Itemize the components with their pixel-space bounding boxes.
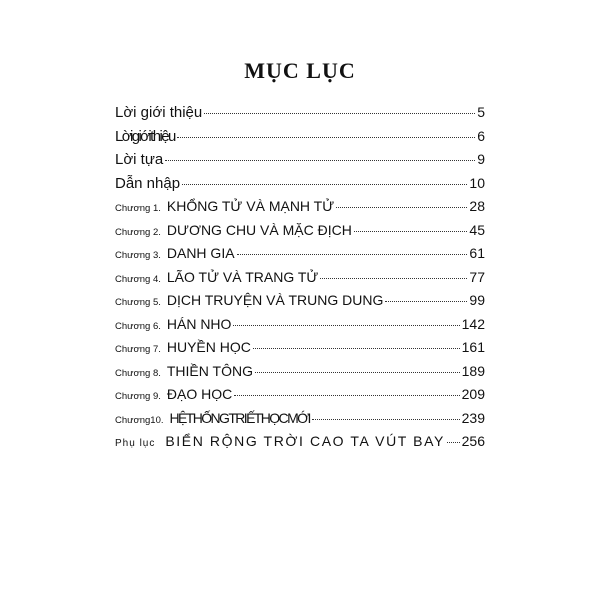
chapter-prefix: Chương 6.	[115, 320, 161, 332]
entry-label: THIỀN TÔNG	[166, 362, 253, 379]
chapter-prefix: Chương 7.	[115, 344, 161, 355]
entry-page-number: 142	[461, 315, 485, 332]
chapter-prefix: Chương 9.	[115, 391, 161, 402]
toc-entry-chapter-6	[115, 313, 485, 337]
dot-leader	[312, 419, 460, 420]
entry-label: KHỔNG TỬ VÀ MẠNH TỬ	[166, 198, 335, 214]
entry-label: LÃO TỬ VÀ TRANG TỬ	[166, 268, 319, 285]
entry-label: DƯƠNG CHU VÀ MẶC ĐỊCH	[166, 221, 352, 238]
toc-entry-chapter-4	[115, 266, 485, 290]
chapter-prefix: Chương 8.	[115, 367, 161, 379]
page-title: MỤC LỤC	[244, 58, 356, 83]
entry-page-number: 161	[461, 339, 485, 355]
dot-leader	[320, 278, 467, 279]
entry-page-number: 45	[469, 221, 485, 238]
entry-page-number: 9	[477, 151, 485, 167]
entry-label: HUYỀN HỌC	[166, 339, 251, 355]
entry-label: HÁN NHO	[166, 315, 232, 332]
dot-leader	[177, 137, 476, 138]
dot-leader	[336, 207, 467, 208]
entry-label: DANH GIA	[166, 245, 235, 261]
entry-label: BIỂN RỘNG TRỜI CAO TA VÚT BAY	[165, 433, 445, 449]
toc-entry-chapter-7	[115, 336, 485, 360]
chapter-prefix: Chương 1.	[115, 203, 161, 214]
entry-page-number: 77	[469, 268, 485, 285]
dot-leader	[447, 442, 460, 443]
dot-leader	[182, 184, 467, 185]
entry-label: Lờigiớithiệu	[115, 127, 175, 145]
chapter-prefix: Chương 3.	[115, 250, 161, 261]
toc-entry-intro-2	[115, 125, 485, 149]
entry-label: Lời tựa	[115, 151, 164, 168]
entry-label: Dẫn nhập	[115, 174, 181, 192]
table-of-contents	[115, 101, 485, 454]
chapter-prefix: Chương 2.	[115, 226, 161, 238]
dot-leader	[233, 325, 459, 326]
toc-entry-chapter-10	[115, 407, 485, 431]
toc-entry-introduction	[115, 172, 485, 196]
dot-leader	[253, 348, 460, 349]
entry-page-number: 189	[461, 362, 485, 379]
entry-page-number: 5	[477, 104, 485, 120]
dot-leader	[234, 395, 459, 396]
toc-entry-chapter-9	[115, 383, 485, 407]
entry-page-number: 6	[477, 127, 485, 144]
dot-leader	[354, 231, 468, 232]
toc-entry-intro-1	[115, 101, 485, 125]
chapter-prefix: Chương 5.	[115, 297, 161, 308]
dot-leader	[255, 372, 460, 373]
dot-leader	[385, 301, 467, 302]
toc-entry-chapter-5	[115, 289, 485, 313]
toc-entry-appendix	[115, 430, 485, 454]
appendix-prefix: Phụ lục	[115, 438, 156, 449]
chapter-prefix: Chương 4.	[115, 273, 161, 285]
toc-entry-chapter-8	[115, 360, 485, 384]
entry-label: ĐẠO HỌC	[166, 386, 233, 402]
entry-label: DỊCH TRUYỆN VÀ TRUNG DUNG	[166, 292, 384, 308]
entry-label: HỆTHỐNGTRIẾTHỌCMỚI	[169, 409, 310, 426]
entry-page-number: 256	[461, 433, 485, 449]
chapter-prefix: Chương10.	[115, 414, 164, 426]
entry-page-number: 28	[469, 198, 485, 214]
toc-entry-chapter-3	[115, 242, 485, 266]
toc-entry-preface	[115, 148, 485, 172]
toc-entry-chapter-1	[115, 195, 485, 219]
entry-label: Lời giới thiệu	[115, 104, 203, 121]
entry-page-number: 99	[469, 292, 485, 308]
toc-entry-chapter-2	[115, 219, 485, 243]
entry-page-number: 239	[461, 409, 485, 426]
entry-page-number: 209	[461, 386, 485, 402]
dot-leader	[237, 254, 468, 255]
dot-leader	[165, 160, 475, 161]
entry-page-number: 10	[469, 174, 485, 191]
entry-page-number: 61	[469, 245, 485, 261]
dot-leader	[204, 113, 475, 114]
